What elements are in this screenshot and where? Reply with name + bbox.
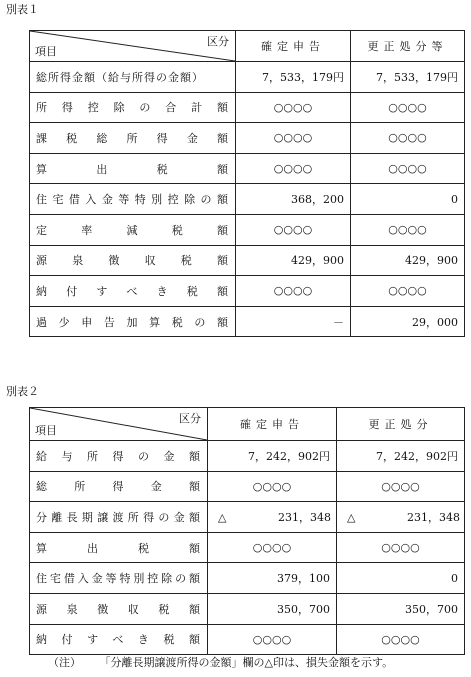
row-label: 定率減税額	[30, 214, 236, 245]
cell-c2: ○○○○	[351, 92, 465, 123]
cell-c2: 429，900	[351, 245, 465, 276]
footnote	[48, 654, 393, 670]
cell-c2: ○○○○	[337, 624, 465, 655]
row-label: 住宅借入金等特別控除の額	[30, 184, 236, 215]
cell-c2: ○○○○	[351, 153, 465, 184]
table-row	[30, 502, 465, 533]
table-row	[30, 153, 465, 184]
header-koumoku: 項目	[35, 424, 57, 437]
header-kubun: 区分	[179, 412, 201, 425]
cell-c2: ○○○○	[337, 532, 465, 563]
cell-c1: 429，900	[236, 245, 351, 276]
header-kubun: 区分	[207, 35, 229, 48]
table-row	[30, 276, 465, 307]
cell-c1: 350，700	[208, 593, 337, 624]
header-col1: 確定申告	[208, 408, 337, 441]
row-label: 所得控除の合計額	[30, 92, 236, 123]
table2	[29, 407, 465, 655]
header-row	[30, 31, 465, 62]
row-label: 給与所得の金額	[30, 441, 208, 472]
loss-mark: △	[218, 510, 227, 524]
cell-c1: 379，100	[208, 563, 337, 594]
cell-c2: ○○○○	[351, 123, 465, 154]
cell-c1: ○○○○	[208, 532, 337, 563]
cell-c2: ○○○○	[351, 276, 465, 307]
cell-c2: 7，533，179円	[351, 62, 465, 93]
cell-c2	[337, 502, 465, 533]
table-row	[30, 184, 465, 215]
cell-c1: 368，200	[236, 184, 351, 215]
cell-c2: 29，000	[351, 306, 465, 337]
cell-c2: 350，700	[337, 593, 465, 624]
table-row	[30, 471, 465, 502]
cell-c2: 0	[337, 563, 465, 594]
cell-c1: 7，533，179円	[236, 62, 351, 93]
cell-c1: ○○○○	[236, 276, 351, 307]
cell-c1: ○○○○	[208, 471, 337, 502]
table-row	[30, 123, 465, 154]
row-label: 納付すべき税額	[30, 276, 236, 307]
cell-c1	[208, 502, 337, 533]
row-label: 過少申告加算税の額	[30, 306, 236, 337]
cell-c1: ○○○○	[208, 624, 337, 655]
table-row	[30, 245, 465, 276]
cell-c1: 7，242，902円	[208, 441, 337, 472]
row-label: 総所得金額（給与所得の金額）	[30, 62, 236, 93]
cell-value: 231，348	[407, 510, 460, 524]
header-row	[30, 408, 465, 441]
cell-c1: ○○○○	[236, 214, 351, 245]
footnote-prefix: （注）	[48, 656, 81, 669]
cell-c1: ○○○○	[236, 92, 351, 123]
cell-c2: ○○○○	[351, 214, 465, 245]
header-koumoku: 項目	[35, 45, 57, 58]
header-col2: 更正処分等	[351, 31, 465, 62]
table-row	[30, 624, 465, 655]
cell-c1: ○○○○	[236, 123, 351, 154]
header-corner-cell	[30, 408, 208, 441]
table1-caption: 別表１	[6, 3, 39, 16]
row-label: 課税総所得金額	[30, 123, 236, 154]
table-row	[30, 214, 465, 245]
header-corner-cell	[30, 31, 236, 62]
row-label: 納付すべき税額	[30, 624, 208, 655]
table2-caption: 別表２	[6, 385, 39, 398]
table-row	[30, 62, 465, 93]
row-label: 源泉徴収税額	[30, 245, 236, 276]
row-label: 算出税額	[30, 532, 208, 563]
row-label: 総所得金額	[30, 471, 208, 502]
cell-c1: －	[236, 306, 351, 337]
row-label: 分離長期譲渡所得の金額	[30, 502, 208, 533]
row-label: 算出税額	[30, 153, 236, 184]
header-col2: 更正処分	[337, 408, 465, 441]
table1	[29, 30, 465, 337]
row-label: 住宅借入金等特別控除の額	[30, 563, 208, 594]
cell-value: 231，348	[278, 510, 331, 524]
cell-c1: ○○○○	[236, 153, 351, 184]
cell-c2: 7，242，902円	[337, 441, 465, 472]
table-row	[30, 306, 465, 337]
header-col1: 確定申告	[236, 31, 351, 62]
table-row	[30, 593, 465, 624]
cell-c2: 0	[351, 184, 465, 215]
table-row	[30, 92, 465, 123]
loss-mark: △	[347, 510, 356, 524]
cell-c2: ○○○○	[337, 471, 465, 502]
table-row	[30, 563, 465, 594]
table-row	[30, 441, 465, 472]
diagonal-divider	[30, 31, 235, 61]
table-row	[30, 532, 465, 563]
row-label: 源泉徴収税額	[30, 593, 208, 624]
footnote-text: 「分離長期譲渡所得の金額」欄の△印は、損失金額を示す。	[105, 656, 394, 669]
